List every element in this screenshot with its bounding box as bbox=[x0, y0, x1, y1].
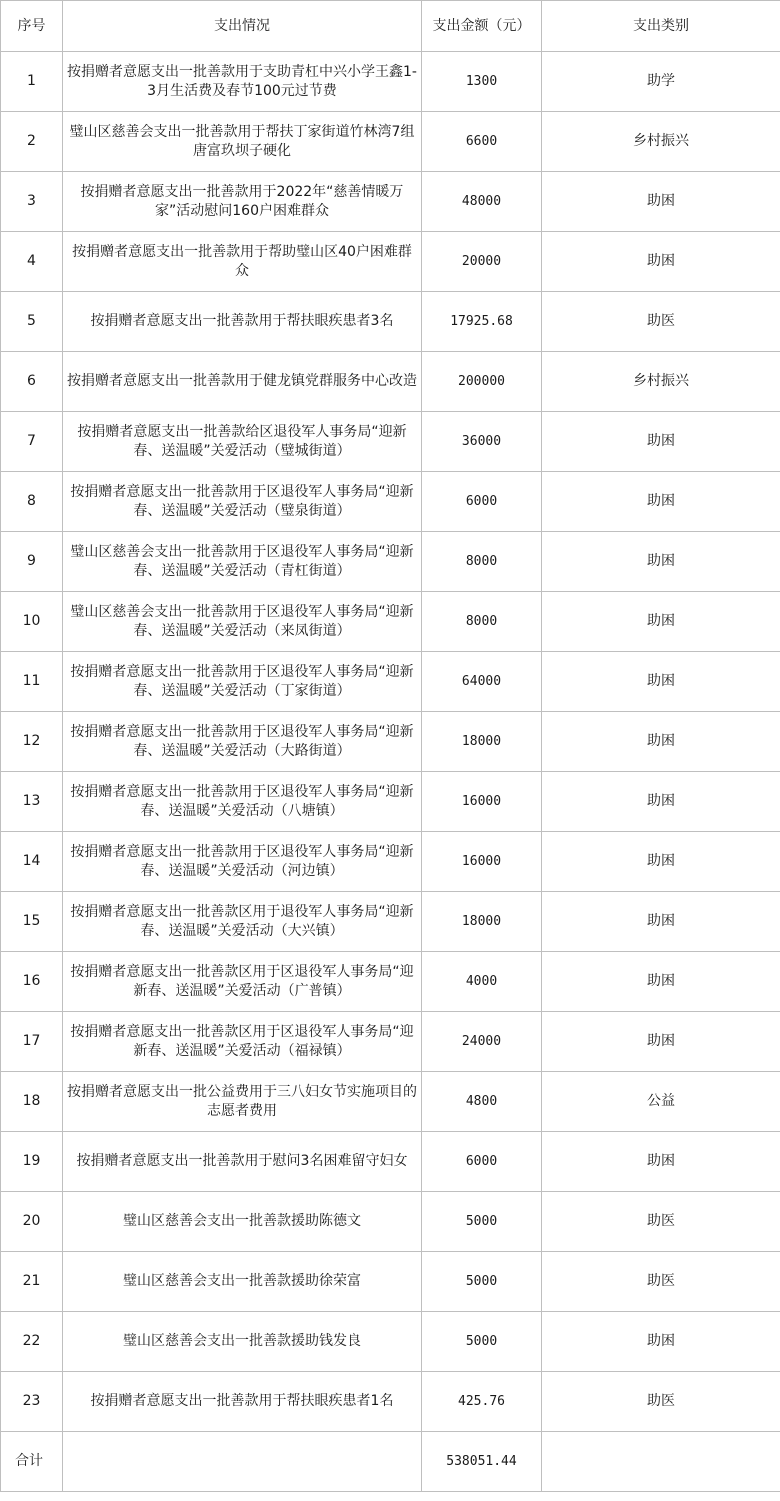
header-desc: 支出情况 bbox=[63, 1, 422, 52]
cell-category: 助困 bbox=[542, 592, 780, 652]
cell-desc: 按捐赠者意愿支出一批善款用于支助青杠中兴小学王鑫1-3月生活费及春节100元过节费 bbox=[63, 52, 422, 112]
cell-category: 助医 bbox=[542, 1192, 780, 1252]
cell-amount: 64000 bbox=[422, 652, 542, 712]
cell-no: 8 bbox=[1, 472, 63, 532]
cell-desc: 按捐赠者意愿支出一批公益费用于三八妇女节实施项目的志愿者费用 bbox=[63, 1072, 422, 1132]
cell-amount: 6000 bbox=[422, 1132, 542, 1192]
cell-no: 11 bbox=[1, 652, 63, 712]
cell-amount: 36000 bbox=[422, 412, 542, 472]
cell-amount: 24000 bbox=[422, 1012, 542, 1072]
cell-desc: 璧山区慈善会支出一批善款用于帮扶丁家街道竹林湾7组唐富玖坝子硬化 bbox=[63, 112, 422, 172]
cell-amount: 1300 bbox=[422, 52, 542, 112]
cell-desc: 按捐赠者意愿支出一批善款用于区退役军人事务局“迎新春、送温暖”关爱活动（八塘镇） bbox=[63, 772, 422, 832]
total-row bbox=[1, 1432, 780, 1492]
table-row bbox=[1, 1132, 780, 1192]
cell-desc: 按捐赠者意愿支出一批善款用于帮扶眼疾患者3名 bbox=[63, 292, 422, 352]
table-row bbox=[1, 1192, 780, 1252]
table-row bbox=[1, 292, 780, 352]
cell-no: 17 bbox=[1, 1012, 63, 1072]
cell-amount: 8000 bbox=[422, 592, 542, 652]
cell-category: 助困 bbox=[542, 952, 780, 1012]
table-row bbox=[1, 532, 780, 592]
cell-desc: 按捐赠者意愿支出一批善款用于区退役军人事务局“迎新春、送温暖”关爱活动（河边镇） bbox=[63, 832, 422, 892]
table-row bbox=[1, 892, 780, 952]
table-row bbox=[1, 1012, 780, 1072]
cell-amount: 16000 bbox=[422, 772, 542, 832]
cell-category: 助困 bbox=[542, 1312, 780, 1372]
cell-amount: 18000 bbox=[422, 712, 542, 772]
cell-no: 7 bbox=[1, 412, 63, 472]
cell-amount: 16000 bbox=[422, 832, 542, 892]
cell-category: 助困 bbox=[542, 412, 780, 472]
cell-no: 12 bbox=[1, 712, 63, 772]
cell-no: 18 bbox=[1, 1072, 63, 1132]
table-row bbox=[1, 592, 780, 652]
table-row bbox=[1, 712, 780, 772]
cell-desc: 璧山区慈善会支出一批善款用于区退役军人事务局“迎新春、送温暖”关爱活动（青杠街道） bbox=[63, 532, 422, 592]
cell-desc: 按捐赠者意愿支出一批善款用于区退役军人事务局“迎新春、送温暖”关爱活动（大路街道） bbox=[63, 712, 422, 772]
cell-amount: 5000 bbox=[422, 1192, 542, 1252]
cell-no: 22 bbox=[1, 1312, 63, 1372]
table-row bbox=[1, 652, 780, 712]
cell-category: 助困 bbox=[542, 652, 780, 712]
cell-desc: 按捐赠者意愿支出一批善款用于慰问3名困难留守妇女 bbox=[63, 1132, 422, 1192]
cell-desc: 按捐赠者意愿支出一批善款用于帮助璧山区40户困难群众 bbox=[63, 232, 422, 292]
cell-amount: 8000 bbox=[422, 532, 542, 592]
cell-amount: 6600 bbox=[422, 112, 542, 172]
cell-no: 4 bbox=[1, 232, 63, 292]
cell-no: 13 bbox=[1, 772, 63, 832]
cell-no: 6 bbox=[1, 352, 63, 412]
cell-amount: 425.76 bbox=[422, 1372, 542, 1432]
cell-no: 20 bbox=[1, 1192, 63, 1252]
cell-desc: 璧山区慈善会支出一批善款援助徐荣富 bbox=[63, 1252, 422, 1312]
cell-no: 16 bbox=[1, 952, 63, 1012]
cell-desc: 璧山区慈善会支出一批善款援助陈德文 bbox=[63, 1192, 422, 1252]
cell-category: 助困 bbox=[542, 712, 780, 772]
cell-category: 助医 bbox=[542, 1252, 780, 1312]
cell-category: 助困 bbox=[542, 1132, 780, 1192]
total-label: 合计 bbox=[1, 1432, 63, 1492]
cell-no: 10 bbox=[1, 592, 63, 652]
cell-no: 15 bbox=[1, 892, 63, 952]
cell-amount: 5000 bbox=[422, 1252, 542, 1312]
cell-amount: 200000 bbox=[422, 352, 542, 412]
cell-amount: 4000 bbox=[422, 952, 542, 1012]
cell-desc: 按捐赠者意愿支出一批善款给区退役军人事务局“迎新春、送温暖”关爱活动（璧城街道） bbox=[63, 412, 422, 472]
table-row bbox=[1, 1072, 780, 1132]
cell-category: 助困 bbox=[542, 172, 780, 232]
cell-amount: 18000 bbox=[422, 892, 542, 952]
table-row bbox=[1, 832, 780, 892]
table-row bbox=[1, 472, 780, 532]
cell-desc: 璧山区慈善会支出一批善款用于区退役军人事务局“迎新春、送温暖”关爱活动（来凤街道） bbox=[63, 592, 422, 652]
cell-no: 3 bbox=[1, 172, 63, 232]
cell-desc: 按捐赠者意愿支出一批善款用于区退役军人事务局“迎新春、送温暖”关爱活动（璧泉街道） bbox=[63, 472, 422, 532]
cell-no: 2 bbox=[1, 112, 63, 172]
cell-no: 19 bbox=[1, 1132, 63, 1192]
cell-no: 21 bbox=[1, 1252, 63, 1312]
cell-category: 助医 bbox=[542, 1372, 780, 1432]
header-no: 序号 bbox=[1, 1, 63, 52]
cell-category: 助学 bbox=[542, 52, 780, 112]
total-desc-empty bbox=[63, 1432, 422, 1492]
table-row bbox=[1, 52, 780, 112]
table-row bbox=[1, 1252, 780, 1312]
cell-amount: 5000 bbox=[422, 1312, 542, 1372]
cell-desc: 按捐赠者意愿支出一批善款用于区退役军人事务局“迎新春、送温暖”关爱活动（丁家街道） bbox=[63, 652, 422, 712]
cell-desc: 按捐赠者意愿支出一批善款区用于区退役军人事务局“迎新春、送温暖”关爱活动（福禄镇） bbox=[63, 1012, 422, 1072]
cell-category: 助困 bbox=[542, 472, 780, 532]
table-row bbox=[1, 1312, 780, 1372]
cell-amount: 17925.68 bbox=[422, 292, 542, 352]
cell-desc: 璧山区慈善会支出一批善款援助钱发良 bbox=[63, 1312, 422, 1372]
cell-desc: 按捐赠者意愿支出一批善款用于健龙镇党群服务中心改造 bbox=[63, 352, 422, 412]
cell-no: 9 bbox=[1, 532, 63, 592]
cell-amount: 48000 bbox=[422, 172, 542, 232]
table-row bbox=[1, 1372, 780, 1432]
cell-no: 1 bbox=[1, 52, 63, 112]
cell-category: 公益 bbox=[542, 1072, 780, 1132]
cell-category: 助困 bbox=[542, 832, 780, 892]
cell-amount: 20000 bbox=[422, 232, 542, 292]
cell-category: 乡村振兴 bbox=[542, 112, 780, 172]
cell-amount: 4800 bbox=[422, 1072, 542, 1132]
table-row bbox=[1, 172, 780, 232]
total-category-empty bbox=[542, 1432, 780, 1492]
cell-category: 助困 bbox=[542, 892, 780, 952]
cell-desc: 按捐赠者意愿支出一批善款区用于区退役军人事务局“迎新春、送温暖”关爱活动（广普镇） bbox=[63, 952, 422, 1012]
cell-category: 助困 bbox=[542, 532, 780, 592]
table-row bbox=[1, 352, 780, 412]
header-amount: 支出金额（元） bbox=[422, 1, 542, 52]
cell-category: 乡村振兴 bbox=[542, 352, 780, 412]
cell-category: 助困 bbox=[542, 1012, 780, 1072]
header-row bbox=[1, 1, 780, 52]
header-category: 支出类别 bbox=[542, 1, 780, 52]
cell-amount: 6000 bbox=[422, 472, 542, 532]
cell-desc: 按捐赠者意愿支出一批善款区用于退役军人事务局“迎新春、送温暖”关爱活动（大兴镇） bbox=[63, 892, 422, 952]
cell-category: 助医 bbox=[542, 292, 780, 352]
cell-category: 助困 bbox=[542, 232, 780, 292]
table-row bbox=[1, 952, 780, 1012]
table-row bbox=[1, 412, 780, 472]
cell-no: 5 bbox=[1, 292, 63, 352]
cell-category: 助困 bbox=[542, 772, 780, 832]
table-row bbox=[1, 112, 780, 172]
table-row bbox=[1, 772, 780, 832]
cell-desc: 按捐赠者意愿支出一批善款用于2022年“慈善情暖万家”活动慰问160户困难群众 bbox=[63, 172, 422, 232]
total-amount: 538051.44 bbox=[422, 1432, 542, 1492]
cell-no: 23 bbox=[1, 1372, 63, 1432]
cell-desc: 按捐赠者意愿支出一批善款用于帮扶眼疾患者1名 bbox=[63, 1372, 422, 1432]
table-row bbox=[1, 232, 780, 292]
cell-no: 14 bbox=[1, 832, 63, 892]
